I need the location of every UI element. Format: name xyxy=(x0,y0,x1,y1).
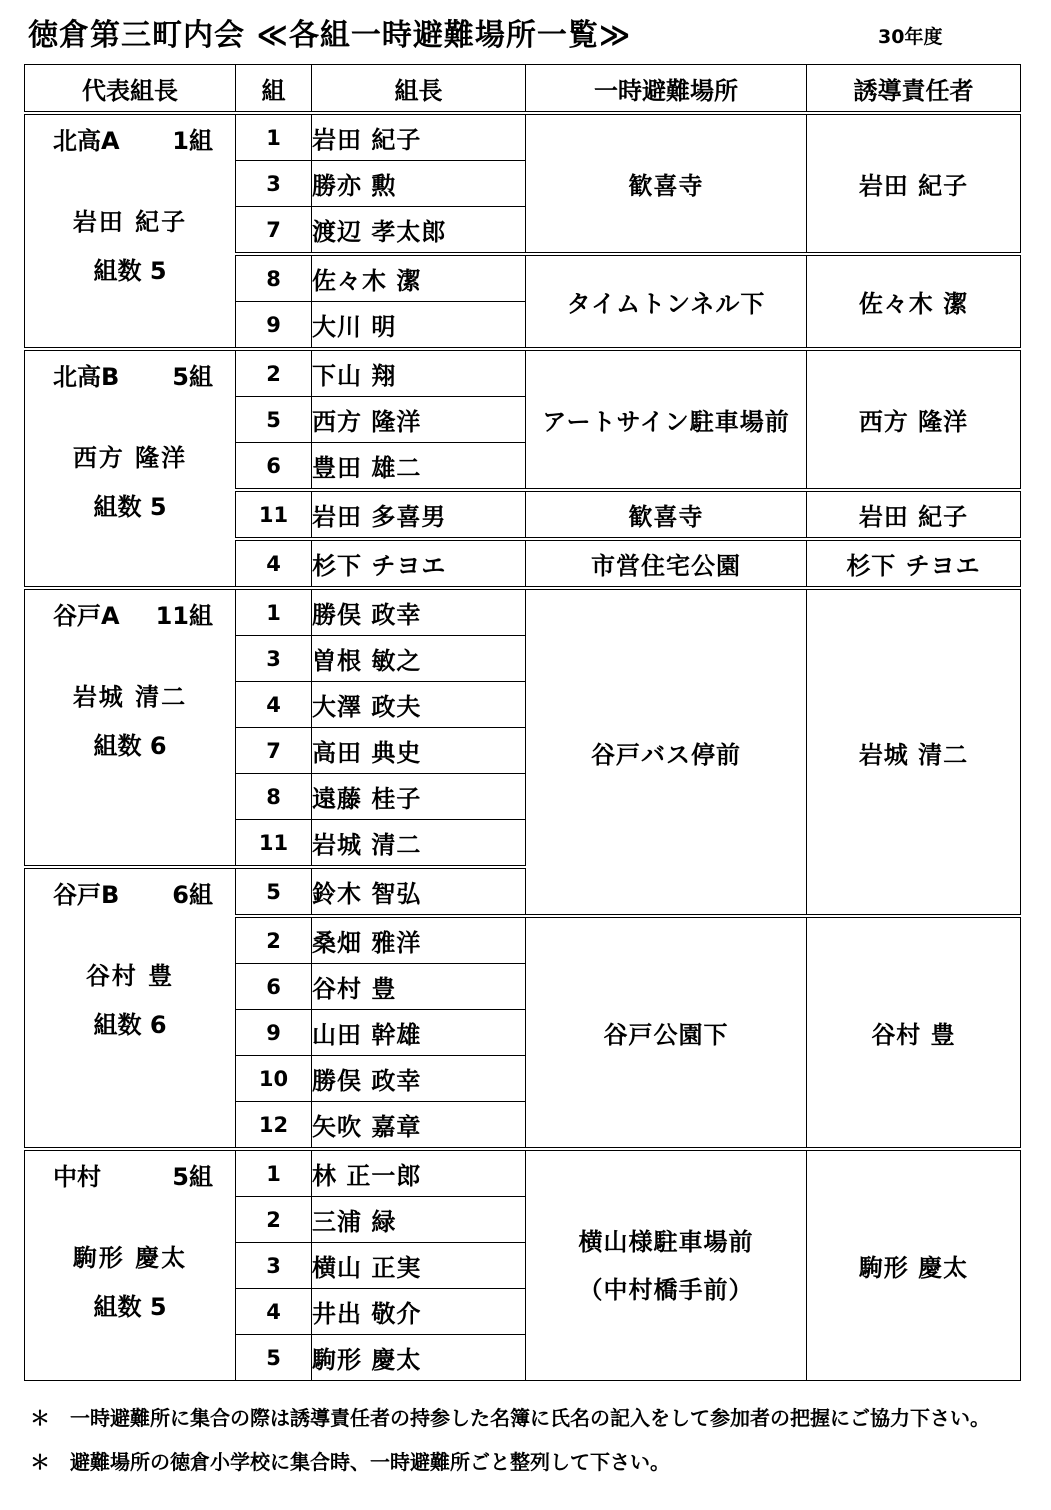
group-leader: 高田 典史 xyxy=(312,728,526,774)
group-number: 6 xyxy=(236,443,312,491)
group-leader: 林 正一郎 xyxy=(312,1149,526,1197)
rep-group: 1組 xyxy=(172,127,213,155)
area-name: 谷戸B xyxy=(53,881,120,909)
group-number: 4 xyxy=(236,682,312,728)
page-title: 徳倉第三町内会 ≪各組一時避難場所一覧≫ xyxy=(28,18,632,53)
group-number: 4 xyxy=(236,539,312,588)
evacuation-place: 谷戸バス停前 xyxy=(526,588,807,916)
guide-person: 岩田 紀子 xyxy=(807,490,1021,539)
rep-name: 岩城 清二 xyxy=(72,683,188,711)
area-name: 北高B xyxy=(53,363,120,391)
group-leader: 桑畑 雅洋 xyxy=(312,916,526,964)
group-leader: 谷村 豊 xyxy=(312,964,526,1010)
area-name: 北高A xyxy=(53,127,120,155)
representative-cell xyxy=(25,588,236,867)
representative-cell xyxy=(25,867,236,1149)
group-leader: 三浦 緑 xyxy=(312,1197,526,1243)
group-count: 組数 5 xyxy=(93,493,167,521)
rep-group: 6組 xyxy=(172,881,213,909)
group-number: 5 xyxy=(236,1335,312,1381)
asterisk-mark: ＊ xyxy=(30,1450,50,1474)
group-number: 8 xyxy=(236,774,312,820)
rep-group: 11組 xyxy=(155,602,213,630)
header-row xyxy=(25,65,1021,114)
header-leader: 組長 xyxy=(312,65,526,114)
group-leader: 駒形 慶太 xyxy=(312,1335,526,1381)
fiscal-year: 30年度 xyxy=(878,26,943,48)
header-representative: 代表組長 xyxy=(25,65,236,114)
guide-person: 岩田 紀子 xyxy=(807,113,1021,254)
group-number: 11 xyxy=(236,820,312,868)
group-number: 11 xyxy=(236,490,312,539)
group-leader: 勝俣 政幸 xyxy=(312,1056,526,1102)
table-row xyxy=(25,588,1021,636)
group-number: 9 xyxy=(236,302,312,350)
group-number: 2 xyxy=(236,349,312,397)
group-leader: 井出 敬介 xyxy=(312,1289,526,1335)
evacuation-place-note: （中村橋手前） xyxy=(578,1275,754,1304)
header-evacuation-place: 一時避難場所 xyxy=(526,65,807,114)
evacuation-place xyxy=(526,1149,807,1381)
group-leader: 勝俣 政幸 xyxy=(312,588,526,636)
header-group: 組 xyxy=(236,65,312,114)
rep-name: 谷村 豊 xyxy=(85,962,175,990)
rep-name: 駒形 慶太 xyxy=(72,1244,188,1272)
evacuation-place: タイムトンネル下 xyxy=(526,254,807,349)
asterisk-mark: ＊ xyxy=(30,1406,50,1430)
rep-group: 5組 xyxy=(172,363,213,391)
group-leader: 豊田 雄二 xyxy=(312,443,526,491)
group-number: 12 xyxy=(236,1102,312,1150)
guide-person: 杉下 チヨエ xyxy=(807,539,1021,588)
group-number: 6 xyxy=(236,964,312,1010)
group-number: 3 xyxy=(236,161,312,207)
header-guide: 誘導責任者 xyxy=(807,65,1021,114)
group-leader: 渡辺 孝太郎 xyxy=(312,207,526,255)
group-number: 1 xyxy=(236,113,312,161)
group-number: 2 xyxy=(236,1197,312,1243)
group-leader: 杉下 チヨエ xyxy=(312,539,526,588)
group-number: 9 xyxy=(236,1010,312,1056)
group-leader: 西方 隆洋 xyxy=(312,397,526,443)
group-count: 組数 6 xyxy=(93,732,167,760)
group-leader: 岩城 清二 xyxy=(312,820,526,868)
group-number: 3 xyxy=(236,636,312,682)
group-number: 1 xyxy=(236,1149,312,1197)
group-number: 5 xyxy=(236,867,312,916)
guide-person: 駒形 慶太 xyxy=(807,1149,1021,1381)
notes-section xyxy=(30,1400,1030,1480)
group-leader: 曽根 敏之 xyxy=(312,636,526,682)
group-leader: 横山 正実 xyxy=(312,1243,526,1289)
rep-name: 岩田 紀子 xyxy=(72,208,188,236)
group-number: 10 xyxy=(236,1056,312,1102)
group-number: 3 xyxy=(236,1243,312,1289)
group-number: 2 xyxy=(236,916,312,964)
group-count: 組数 5 xyxy=(93,1293,167,1321)
group-leader: 遠藤 桂子 xyxy=(312,774,526,820)
representative-cell xyxy=(25,113,236,349)
evacuation-place: 歓喜寺 xyxy=(526,113,807,254)
representative-cell xyxy=(25,1149,236,1381)
rep-group: 5組 xyxy=(172,1163,213,1191)
note-text: 避難場所の徳倉小学校に集合時、一時避難所ごと整列して下さい。 xyxy=(70,1450,670,1474)
representative-cell xyxy=(25,349,236,588)
group-number: 5 xyxy=(236,397,312,443)
group-count: 組数 5 xyxy=(93,257,167,285)
evacuation-place: 市営住宅公園 xyxy=(526,539,807,588)
table-row xyxy=(25,349,1021,397)
table-row xyxy=(25,113,1021,161)
group-leader: 下山 翔 xyxy=(312,349,526,397)
note-item xyxy=(30,1444,1030,1480)
guide-person: 佐々木 潔 xyxy=(807,254,1021,349)
area-name: 中村 xyxy=(53,1163,101,1191)
group-leader: 岩田 多喜男 xyxy=(312,490,526,539)
rep-name: 西方 隆洋 xyxy=(72,444,188,472)
group-leader: 鈴木 智弘 xyxy=(312,867,526,916)
group-leader: 山田 幹雄 xyxy=(312,1010,526,1056)
group-count: 組数 6 xyxy=(93,1011,167,1039)
area-name: 谷戸A xyxy=(53,602,120,630)
group-leader: 岩田 紀子 xyxy=(312,113,526,161)
guide-person: 谷村 豊 xyxy=(807,916,1021,1149)
table-row xyxy=(25,1149,1021,1197)
group-leader: 大澤 政夫 xyxy=(312,682,526,728)
evacuation-place-name: 横山様駐車場前 xyxy=(578,1227,754,1256)
group-number: 7 xyxy=(236,207,312,255)
group-leader: 矢吹 嘉章 xyxy=(312,1102,526,1150)
group-number: 4 xyxy=(236,1289,312,1335)
evacuation-roster-table xyxy=(24,64,1021,1381)
group-leader: 佐々木 潔 xyxy=(312,254,526,302)
evacuation-place: アートサイン駐車場前 xyxy=(526,349,807,490)
group-number: 7 xyxy=(236,728,312,774)
group-leader: 勝亦 勲 xyxy=(312,161,526,207)
guide-person: 岩城 清二 xyxy=(807,588,1021,916)
evacuation-place: 歓喜寺 xyxy=(526,490,807,539)
note-item xyxy=(30,1400,1030,1436)
evacuation-place: 谷戸公園下 xyxy=(526,916,807,1149)
guide-person: 西方 隆洋 xyxy=(807,349,1021,490)
note-text: 一時避難所に集合の際は誘導責任者の持参した名簿に氏名の記入をして参加者の把握にご協力下さい。 xyxy=(70,1406,990,1430)
group-number: 8 xyxy=(236,254,312,302)
group-leader: 大川 明 xyxy=(312,302,526,350)
page-header xyxy=(28,10,1028,60)
group-number: 1 xyxy=(236,588,312,636)
